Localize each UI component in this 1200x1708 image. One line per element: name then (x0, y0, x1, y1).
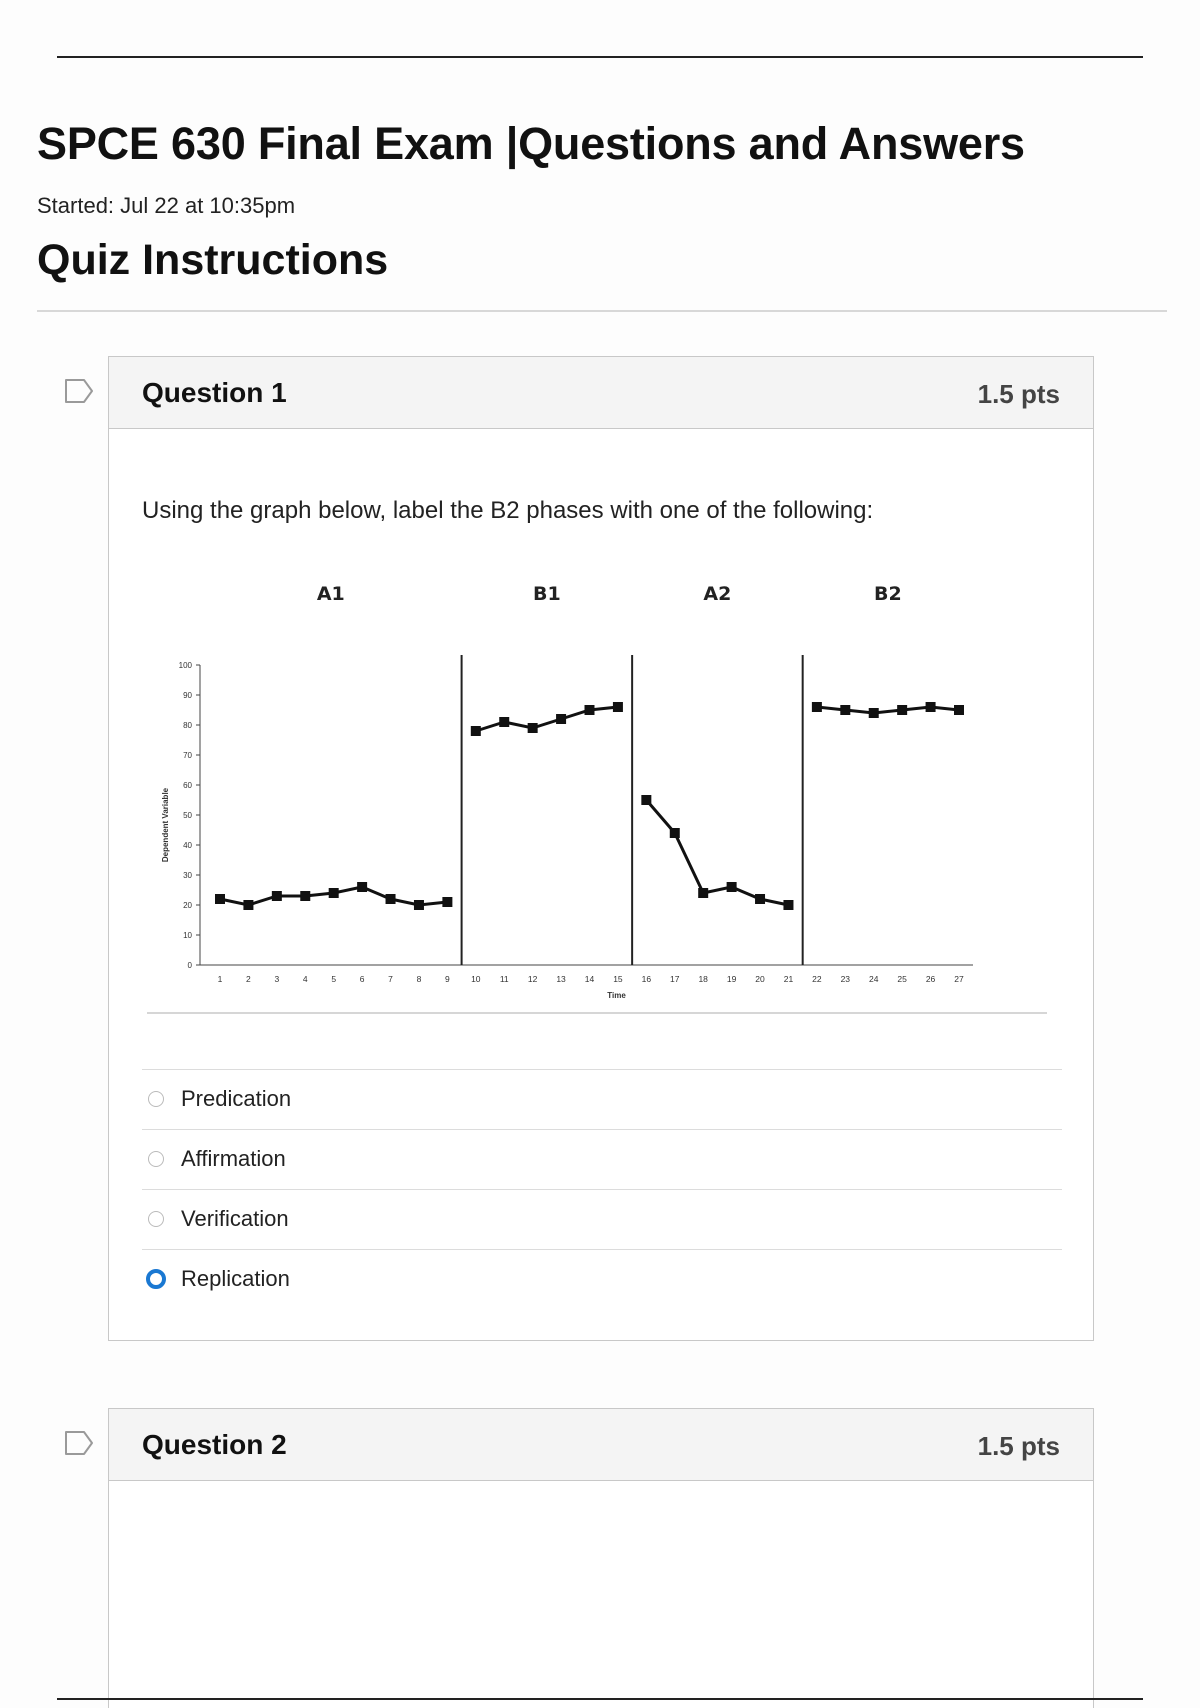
x-tick-label: 17 (670, 974, 680, 984)
answer-option-verification[interactable] (142, 1189, 1062, 1249)
x-tick-label: 12 (527, 974, 538, 984)
answer-option-predication[interactable] (142, 1069, 1062, 1129)
phase-label: A1 (316, 583, 345, 605)
y-tick-label: 0 (187, 961, 192, 970)
x-axis-label: Time (607, 991, 626, 1000)
y-tick-label: 10 (183, 931, 192, 940)
data-point (471, 726, 481, 736)
phase-line-chart (143, 575, 1063, 1000)
flag-question-icon[interactable] (64, 1430, 94, 1456)
heading-divider (37, 310, 1167, 312)
y-axis-label: Dependent Variable (161, 787, 170, 863)
y-tick-label: 60 (183, 781, 192, 790)
x-tick-label: 13 (556, 974, 566, 984)
x-tick-label: 10 (471, 974, 481, 984)
y-tick-label: 70 (183, 751, 192, 760)
x-tick-label: 18 (698, 974, 708, 984)
x-tick-label: 8 (416, 974, 422, 984)
data-point (926, 702, 936, 712)
data-point (442, 897, 452, 907)
x-tick-label: 9 (445, 974, 450, 984)
data-point (897, 705, 907, 715)
y-tick-label: 40 (183, 841, 192, 850)
question-card (108, 356, 1094, 1341)
data-point (556, 714, 566, 724)
answer-label: Verification (181, 1206, 289, 1231)
y-tick-label: 80 (183, 721, 192, 730)
answer-label: Replication (181, 1266, 290, 1291)
y-tick-label: 90 (183, 691, 192, 700)
data-point (528, 723, 538, 733)
question-title: Question 1 (142, 377, 287, 408)
chart-divider (147, 1012, 1047, 1014)
radio-button-selected[interactable] (146, 1269, 166, 1289)
radio-button[interactable] (148, 1211, 164, 1227)
x-tick-label: 2 (246, 974, 251, 984)
answer-list (142, 1069, 1062, 1309)
x-tick-label: 27 (954, 974, 964, 984)
answer-option-replication[interactable] (142, 1249, 1062, 1309)
data-point (272, 891, 282, 901)
y-tick-label: 50 (183, 811, 192, 820)
data-point (585, 705, 595, 715)
data-point (215, 894, 225, 904)
data-point (357, 882, 367, 892)
data-point (869, 708, 879, 718)
data-point (414, 900, 424, 910)
data-point (755, 894, 765, 904)
data-point (386, 894, 396, 904)
data-point (698, 888, 708, 898)
x-tick-label: 4 (302, 974, 308, 984)
series-line (646, 800, 788, 905)
data-point (300, 891, 310, 901)
x-tick-label: 6 (359, 974, 365, 984)
question-card (108, 1408, 1094, 1708)
data-point (812, 702, 822, 712)
x-tick-label: 20 (755, 974, 765, 984)
series-line (817, 707, 959, 713)
phase-label: B2 (873, 583, 902, 605)
question-header (109, 357, 1093, 429)
data-point (670, 828, 680, 838)
x-tick-label: 23 (840, 974, 851, 984)
x-tick-label: 3 (274, 974, 280, 984)
phase-label: B1 (533, 583, 561, 605)
y-tick-label: 20 (183, 901, 192, 910)
series-line (476, 707, 618, 731)
data-point (499, 717, 509, 727)
x-tick-label: 19 (726, 974, 737, 984)
x-tick-label: 21 (783, 974, 794, 984)
x-tick-label: 24 (868, 974, 879, 984)
page-top-rule (57, 56, 1143, 58)
radio-button[interactable] (148, 1151, 164, 1167)
data-point (613, 702, 623, 712)
x-tick-label: 26 (925, 974, 936, 984)
answer-label: Predication (181, 1086, 292, 1111)
x-tick-label: 5 (331, 974, 337, 984)
answer-option-affirmation[interactable] (142, 1129, 1062, 1189)
question-points: 1.5 pts (977, 1431, 1060, 1461)
y-tick-label: 30 (183, 871, 192, 880)
x-tick-label: 11 (499, 974, 509, 984)
data-point (727, 882, 737, 892)
data-point (641, 795, 651, 805)
radio-button[interactable] (148, 1091, 164, 1107)
y-tick-label: 100 (178, 661, 192, 670)
x-tick-label: 14 (584, 974, 595, 984)
question-text: Using the graph below, label the B2 phases with one of the following: (142, 497, 874, 524)
quiz-instructions-heading: Quiz Instructions (37, 236, 389, 284)
started-timestamp: Started: Jul 22 at 10:35pm (37, 193, 296, 218)
data-point (783, 900, 793, 910)
exam-title: SPCE 630 Final Exam |Questions and Answers (37, 118, 1025, 169)
question-header (109, 1409, 1093, 1481)
question-title: Question 2 (142, 1429, 287, 1460)
x-tick-label: 7 (388, 974, 393, 984)
x-tick-label: 1 (217, 974, 223, 984)
flag-question-icon[interactable] (64, 378, 94, 404)
x-tick-label: 22 (812, 974, 822, 984)
x-tick-label: 25 (897, 974, 907, 984)
x-tick-label: 15 (613, 974, 623, 984)
data-point (243, 900, 253, 910)
data-point (954, 705, 964, 715)
question-points: 1.5 pts (977, 379, 1060, 409)
phase-label: A2 (703, 583, 732, 605)
x-tick-label: 16 (641, 974, 652, 984)
answer-label: Affirmation (181, 1146, 286, 1171)
data-point (329, 888, 339, 898)
page-bottom-rule (57, 1698, 1143, 1700)
data-point (840, 705, 850, 715)
